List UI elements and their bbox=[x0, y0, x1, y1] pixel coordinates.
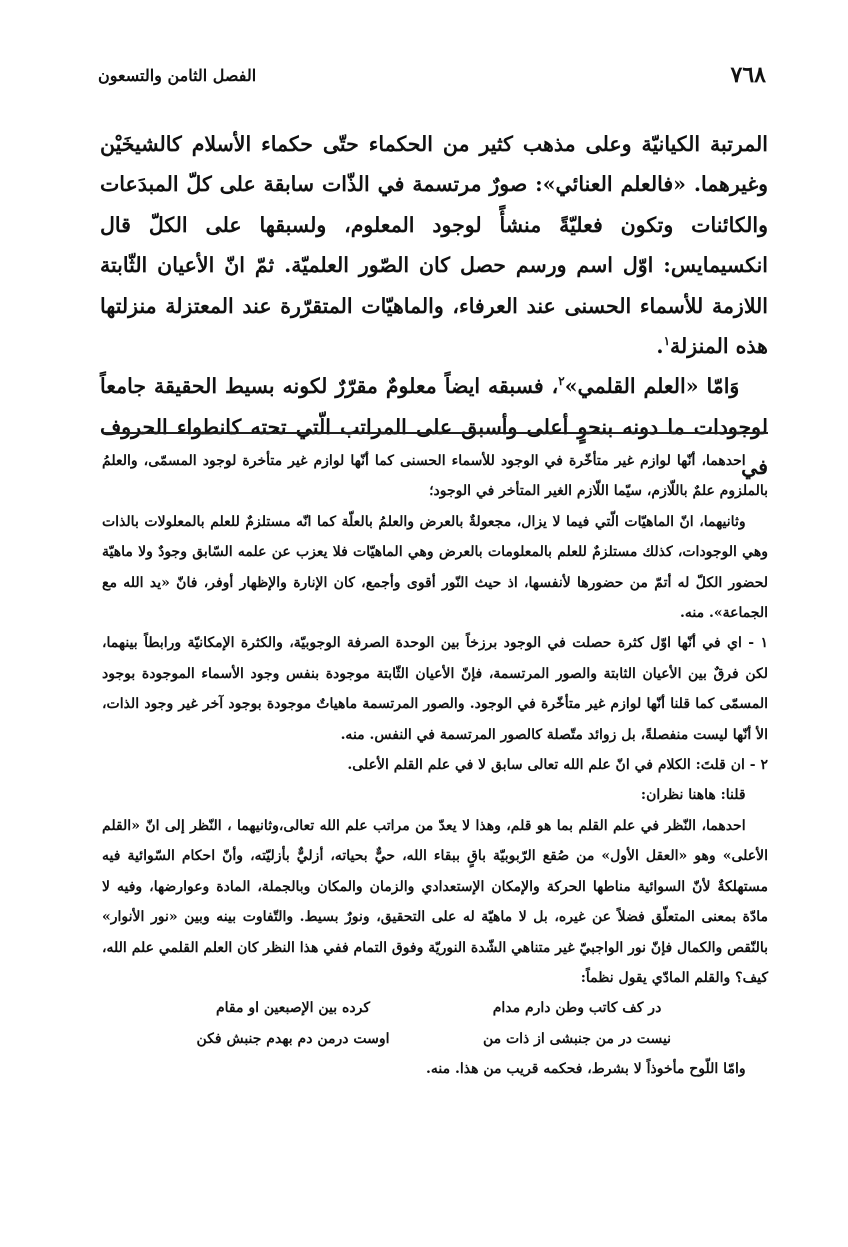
footnote-2: ٢ - ان قلتَ: الكلام في انّ علم الله تعالى سابق لا في علم القلم الأعلى. bbox=[347, 757, 768, 774]
footnote-ref-2: ٢ bbox=[558, 374, 565, 389]
footnote-paragraph: احدهما، أنّها لوازم غير متأخّرة في الوجود للأسماء الحسنى كما أنّها لوازم غير متأخرة لوجود المسمّى، والعلمُ بالملزوم علمٌ باللّازم، سيّما اللّازم الغير المتأخر في الوجود؛ bbox=[102, 453, 768, 500]
footnote-ref-1: ١ bbox=[663, 334, 671, 349]
footnote-paragraph: وامّا اللّوح مأخوذاً لا بشرط، فحكمه قريب من هذا. منه. bbox=[426, 1061, 746, 1078]
footnote-paragraph: احدهما، النّظر في علم القلم بما هو قلم، وهذا لا يعدّ من مراتب علم الله تعالى،وثانيهما ، النّظر إلى انّ «القلم الأعلى» وهو «العقل الأول» من صُقع الرّبوبيّة باقٍ ببقاء الله، حيٌّ بحياته، أزليٌّ بأزليّته، وأنّ احكام السّوائية فيه مستهلكةٌ لأنّ السوائية مناطها الحركة والإمكان الإستعدادي والزمان والمكان وبالجملة، المادة وعوارضها، وفيه لا مادّة بمعنى المتعلّق فضلاً عن غيره، بل لا ماهيّة له على التحقيق، ونورٌ بسيط. والتّفاوت بينه وبين «نور الأنوار» بالنّقص والكمال فإنّ نور الواجبيّ غير متناهي الشّدة النوريّة وفوق التمام ففي هذا النظر كان العلم القلمي علم الله، كيف؟ والقلم المادّي يقول نظماً: bbox=[102, 817, 768, 986]
verse-hemistich: در كف كاتب وطن دارم مدام bbox=[492, 1000, 662, 1017]
verse-hemistich: نيست در من جنبشى از ذات من bbox=[482, 1030, 672, 1047]
footnote-1: ١ - اي في أنّها اوّل كثرة حصلت في الوجود برزخاً بين الوحدة الصرفة الوجوبيّة، والكثرة الإمكانيّة ورابطاً بينهما، لكن فرقٌ بين الأعيان الثابتة والصور المرتسمة، فإنّ الأعيان الثّابتة موجودة بنفس وجود الأسماء الموجودة بوجود المسمّى كما قلنا أنّها لوازم غير متأخّرة في الوجود. والصور المرتسمة ماهياتٌ موجودة بوجود آخر غير وجود الذات، الأ أنّها ليست منفصلةً، بل زوائد متّصلة كالصور المرتسمة في النفس. منه. bbox=[102, 635, 768, 743]
main-paragraph-text: وَامّا «العلم القلمي» bbox=[564, 374, 740, 399]
footnote-paragraph: وثانيهما، انّ الماهيّات الّتي فيما لا يزال، مجعولةٌ بالعرض والعلمُ بالعلّة كما انّه مستلزمٌ للعلم بالمعلولات بالذات وهي الوجودات، كذلك مستلزمٌ للعلم بالمعلومات بالعرض وهي الماهيّات فلا يعزب عن علمه السّابق وجودٌ ولا ماهيّة لحضور الكلّ له أتمّ من حضورها لأنفسها، اذ حيث النّور أقوى وأجمع، كان الإنارة والإظهار أوفر، فانّ «يد الله مع الجماعة». منه. bbox=[102, 513, 768, 622]
verse-hemistich: اوست درمن دم بهدم جنبش فكن bbox=[196, 1030, 390, 1047]
verse-line bbox=[102, 1024, 768, 1054]
running-head bbox=[98, 60, 766, 90]
verse-line bbox=[102, 993, 768, 1023]
page-number: ٧٦٨ bbox=[730, 62, 766, 88]
footnotes bbox=[102, 446, 768, 1085]
main-paragraph-text: المرتبة الكيانيّة وعلى مذهب كثير من الحكماء حتّى حكماء الأسلام كالشيخَيْن وغيرهما. «فالعلم العنائي»: صورٌ مرتسمة في الذّات سابقة على كلّ المبدَعات والكائنات وتكون فعليّةً منشأً لوجود المعلوم، ولسبقها على الكلّ قال انكسيمايس: اوّل اسم ورسم حصل كان الصّور العلميّة. ثمّ انّ الأعيان الثّابتة اللازمة للأسماء الحسنى عند العرفاء، والماهيّات المتقرّرة عند المعتزلة منزلتها هذه المنزلة bbox=[100, 132, 768, 359]
footnote-separator bbox=[104, 432, 768, 434]
footnote-paragraph: قلنا: هاهنا نظران: bbox=[640, 787, 746, 804]
main-paragraph-text: ، فسبقه ايضاً معلومٌ مقرّرٌ لكونه بسيط الحقيقة جامعاً لوجودات ما دونه بنحوٍ أعلى وأسبق على المراتب الّتي تحته كانطواء الحروف في bbox=[100, 374, 768, 480]
chapter-title: الفصل الثامن والتسعون bbox=[98, 65, 257, 85]
verse-hemistich: كرده بين الإصبعين او مقام bbox=[215, 1000, 371, 1017]
main-paragraph: المرتبة الكيانيّة وعلى مذهب كثير من الحكماء حتّى حكماء الأسلام كالشيخَيْن وغيرهما. «فالعلم العنائي»: صورٌ مرتسمة في الذّات سابقة على كلّ المبدَعات والكائنات وتكون فعليّةً منشأً لوجود المعلوم، ولسبقها على الكلّ قال انكسيمايس: اوّل اسم ورسم حصل كان الصّور العلميّة. ثمّ انّ الأعيان الثّابتة اللازمة للأسماء الحسنى عند العرفاء، والماهيّات المتقرّرة عند المعتزلة منزلتها هذه المنزلة$^١$. bbox=[100, 132, 768, 359]
